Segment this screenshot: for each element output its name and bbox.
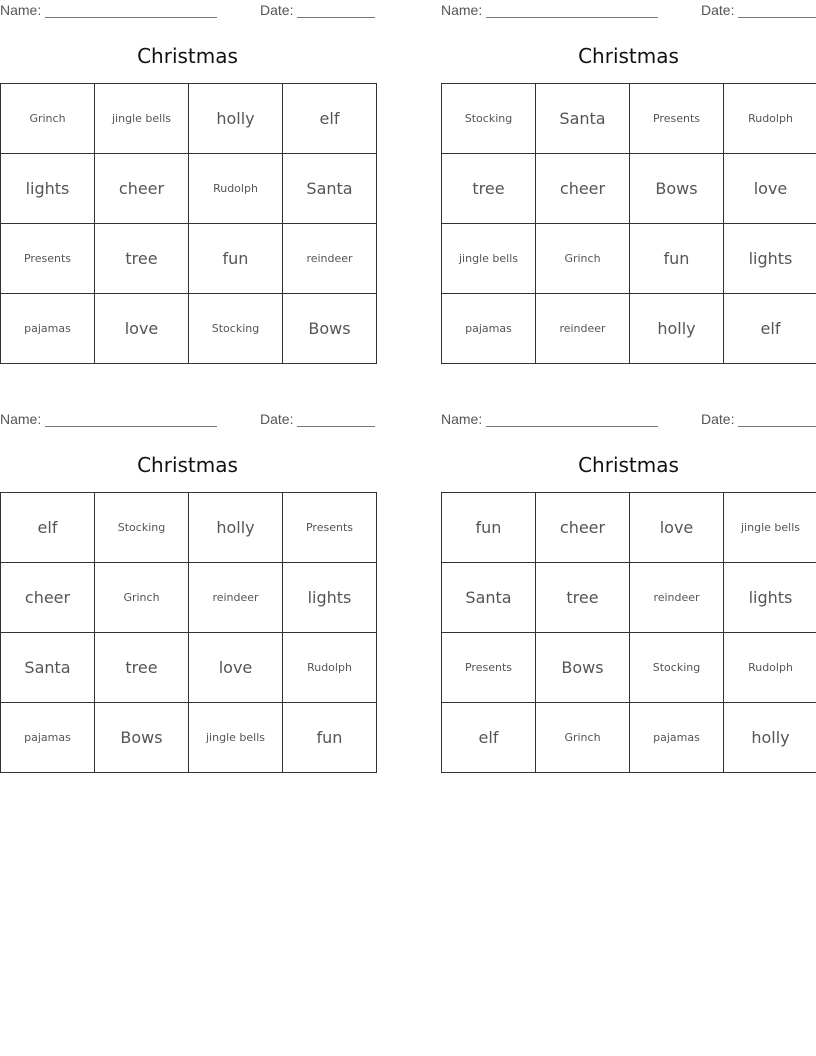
bingo-cell: lights (724, 563, 816, 633)
bingo-cell: elf (283, 84, 377, 154)
name-label: Name: (0, 411, 42, 427)
name-field (0, 2, 217, 18)
bingo-cell: Presents (630, 84, 724, 154)
bingo-cell: jingle bells (442, 224, 536, 294)
bingo-cell: elf (442, 703, 536, 773)
bingo-cell: pajamas (1, 703, 95, 773)
bingo-cell: tree (95, 224, 189, 294)
bingo-cell: Bows (536, 633, 630, 703)
bingo-cell: pajamas (1, 294, 95, 364)
name-label: Name: (441, 2, 483, 18)
bingo-cell: Rudolph (189, 154, 283, 224)
bingo-cell: holly (189, 84, 283, 154)
bingo-row (442, 224, 816, 294)
bingo-cell: Bows (95, 703, 189, 773)
bingo-cell: jingle bells (189, 703, 283, 773)
bingo-row (442, 493, 816, 563)
bingo-grid (441, 83, 816, 364)
bingo-cell: Grinch (95, 563, 189, 633)
bingo-cell: Grinch (536, 224, 630, 294)
bingo-cell: fun (283, 703, 377, 773)
date-label: Date: (260, 411, 294, 427)
bingo-cell: Grinch (536, 703, 630, 773)
bingo-cell: pajamas (630, 703, 724, 773)
bingo-cell: Rudolph (724, 633, 816, 703)
bingo-cell: Presents (1, 224, 95, 294)
bingo-cell: jingle bells (95, 84, 189, 154)
bingo-cell: fun (189, 224, 283, 294)
name-date-line (441, 0, 816, 22)
date-label: Date: (701, 411, 735, 427)
bingo-card (441, 409, 816, 747)
bingo-cell: cheer (1, 563, 95, 633)
bingo-cell: lights (724, 224, 816, 294)
bingo-cell: jingle bells (724, 493, 816, 563)
bingo-cell: love (724, 154, 816, 224)
date-blank-line (738, 412, 816, 427)
bingo-cell: lights (283, 563, 377, 633)
date-blank-line (297, 412, 375, 427)
bingo-cell: Stocking (189, 294, 283, 364)
bingo-cell: Rudolph (724, 84, 816, 154)
bingo-cell: elf (1, 493, 95, 563)
bingo-cell: fun (630, 224, 724, 294)
name-blank-line (45, 412, 217, 427)
date-field (701, 2, 816, 18)
bingo-cell: holly (630, 294, 724, 364)
bingo-card (0, 0, 375, 338)
bingo-cell: pajamas (442, 294, 536, 364)
name-blank-line (486, 412, 658, 427)
date-field (260, 411, 375, 427)
bingo-row (442, 84, 816, 154)
date-blank-line (738, 3, 816, 18)
name-field (441, 411, 658, 427)
bingo-cell: holly (189, 493, 283, 563)
name-date-line (0, 409, 375, 431)
bingo-cell: Santa (283, 154, 377, 224)
bingo-card (441, 0, 816, 338)
bingo-row (1, 703, 377, 773)
bingo-row (1, 633, 377, 703)
card-title: Christmas (578, 453, 679, 477)
date-label: Date: (260, 2, 294, 18)
bingo-cell: Stocking (442, 84, 536, 154)
bingo-cell: Santa (1, 633, 95, 703)
bingo-cell: Santa (442, 563, 536, 633)
date-label: Date: (701, 2, 735, 18)
bingo-row (1, 224, 377, 294)
bingo-cell: Grinch (1, 84, 95, 154)
card-title: Christmas (578, 44, 679, 68)
bingo-row (1, 294, 377, 364)
bingo-cell: fun (442, 493, 536, 563)
bingo-cell: lights (1, 154, 95, 224)
date-field (260, 2, 375, 18)
bingo-cell: Stocking (95, 493, 189, 563)
bingo-cell: Santa (536, 84, 630, 154)
bingo-cell: cheer (536, 493, 630, 563)
name-date-line (0, 0, 375, 22)
bingo-grid (441, 492, 816, 773)
bingo-cell: tree (536, 563, 630, 633)
name-field (0, 411, 217, 427)
bingo-card (0, 409, 375, 747)
bingo-cell: love (189, 633, 283, 703)
bingo-row (1, 84, 377, 154)
name-label: Name: (0, 2, 42, 18)
bingo-cell: love (95, 294, 189, 364)
bingo-cell: Rudolph (283, 633, 377, 703)
bingo-cell: elf (724, 294, 816, 364)
bingo-cell: cheer (95, 154, 189, 224)
bingo-row (442, 703, 816, 773)
bingo-grid (0, 492, 377, 773)
bingo-cell: Presents (283, 493, 377, 563)
name-label: Name: (441, 411, 483, 427)
bingo-grid (0, 83, 377, 364)
bingo-cell: Bows (630, 154, 724, 224)
bingo-cell: reindeer (283, 224, 377, 294)
bingo-cell: holly (724, 703, 816, 773)
bingo-cell: Stocking (630, 633, 724, 703)
date-blank-line (297, 3, 375, 18)
bingo-row (442, 563, 816, 633)
bingo-row (442, 633, 816, 703)
bingo-row (442, 154, 816, 224)
bingo-cell: Bows (283, 294, 377, 364)
bingo-row (442, 294, 816, 364)
name-blank-line (45, 3, 217, 18)
name-field (441, 2, 658, 18)
bingo-row (1, 563, 377, 633)
bingo-cell: Presents (442, 633, 536, 703)
bingo-cell: reindeer (536, 294, 630, 364)
card-title: Christmas (137, 453, 238, 477)
bingo-row (1, 493, 377, 563)
bingo-cell: love (630, 493, 724, 563)
bingo-cell: cheer (536, 154, 630, 224)
name-date-line (441, 409, 816, 431)
card-title: Christmas (137, 44, 238, 68)
name-blank-line (486, 3, 658, 18)
bingo-cell: reindeer (189, 563, 283, 633)
bingo-cell: reindeer (630, 563, 724, 633)
bingo-cell: tree (442, 154, 536, 224)
date-field (701, 411, 816, 427)
bingo-cell: tree (95, 633, 189, 703)
bingo-row (1, 154, 377, 224)
